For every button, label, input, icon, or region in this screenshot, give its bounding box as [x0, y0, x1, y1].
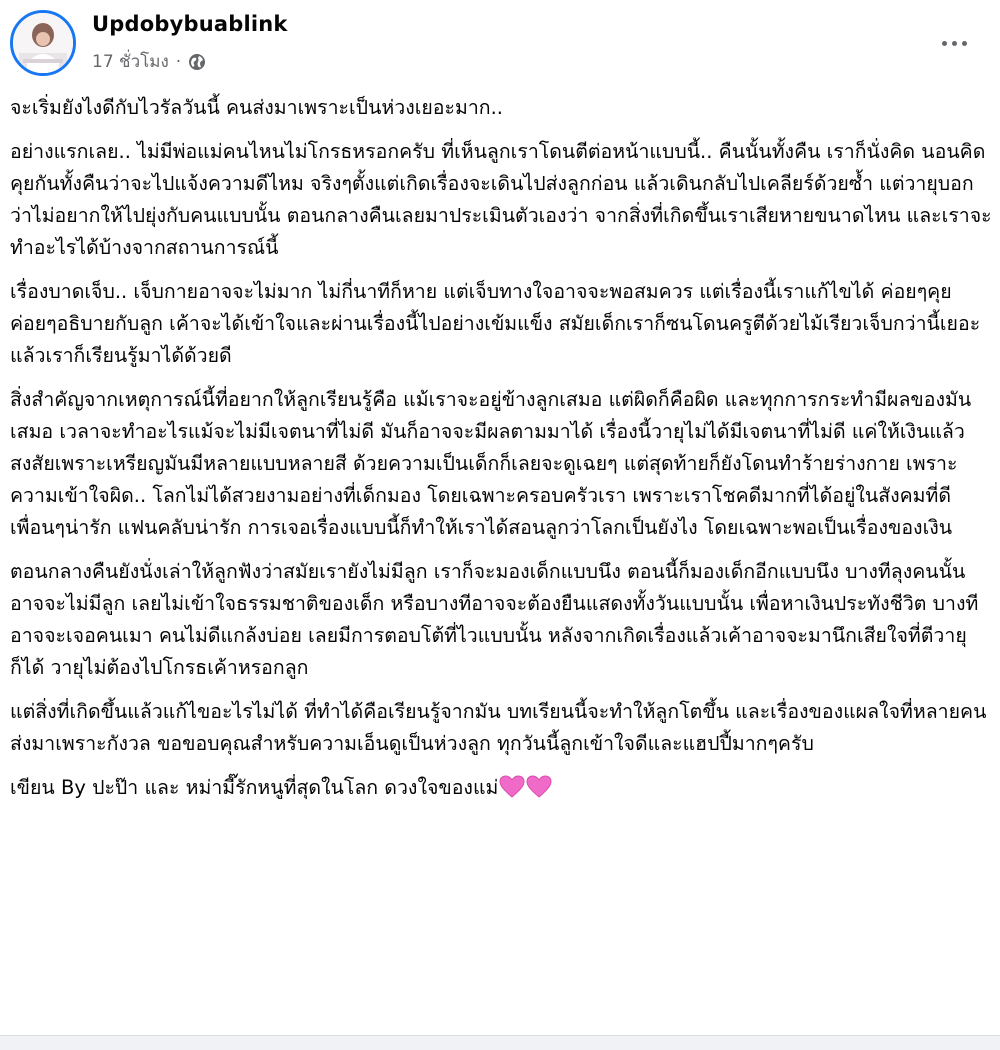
post-text: [10, 92, 992, 816]
globe-icon[interactable]: [188, 53, 206, 71]
post-signature: เขียน By ปะป๊า และ หม่ามี๊รักหนูที่สุดในโลก ดวงใจของแม่: [10, 776, 499, 799]
post-bottom-edge: [0, 1035, 1000, 1050]
post-paragraph: เรื่องบาดเจ็บ.. เจ็บกายอาจจะไม่มาก ไม่กี่นาทีก็หาย แต่เจ็บทางใจอาจจะพอสมควร แต่เรื่องนี้เราแก้ไขได้ ค่อยๆคุย ค่อยๆอธิบายกับลูก เค้าจะได้เข้าใจและผ่านเรื่องนี้ไปอย่างเข้มแข็ง สมัยเด็กเราก็ซนโดนครูตีด้วยไม้เรียวเจ็บกว่านี้เยอะ แล้วเราก็เรียนรู้มาได้ด้วยดี: [10, 280, 981, 367]
post-paragraph: สิ่งสำคัญจากเหตุการณ์นี้ที่อยากให้ลูกเรียนรู้คือ แม้เราจะอยู่ข้างลูกเสมอ แต่ผิดก็คือผิด และทุกการกระทำมีผลของมันเสมอ เวลาจะทำอะไรแม้จะไม่มีเจตนาที่ไม่ดี มันก็อาจจะมีผลตามมาได้ เรื่องนี้วายุไม่ได้มีเจตนาที่ไม่ดี แค่ให้เงินแล้วสงสัยเพราะเหรียญมันมีหลายแบบหลายสี ด้วยความเป็นเด็กก็เลยจะดูเฉยๆ แต่สุดท้ายก็ยังโดนทำร้ายร่างกาย เพราะความเข้าใจผิด.. โลกไม่ได้สวยงามอย่างที่เด็กมอง โดยเฉพาะครอบครัวเรา เพราะเราโชคดีมากที่ได้อยู่ในสังคมที่ดี เพื่อนๆน่ารัก แฟนคลับน่ารัก การเจอเรื่องแบบนี้ก็ทำให้เราได้สอนลูกว่าโลกเป็นยังไง โดยเฉพาะพอเป็นเรื่องของเงิน: [10, 388, 972, 539]
heart-emoji-group: [498, 776, 552, 799]
more-horizontal-icon: [952, 41, 957, 46]
meta-separator: ·: [175, 51, 182, 72]
post-paragraph: อย่างแรกเลย.. ไม่มีพ่อแม่คนไหนไม่โกรธหรอกครับ ที่เห็นลูกเราโดนตีต่อหน้าแบบนี้.. คืนนั้นทั้งคืน เราก็นั่งคิด นอนคิด คุยกันทั้งคืนว่าจะไปแจ้งความดีไหม จริงๆตั้งแต่เกิดเรื่องจะเดินไปส่งลูกก่อน แล้วเดินกลับไปเคลียร์ด้วยซ้ำ แต่วายุบอกว่าไม่อยากให้ไปยุ่งกับคนแบบนั้น ตอนกลางคืนเลยมาประเมินตัวเองว่า จากสิ่งที่เกิดขึ้นเราเสียหายขนาดไหน และเราจะทำอะไรได้บ้างจากสถานการณ์นี้: [10, 140, 992, 259]
post-header: [0, 0, 1000, 90]
more-horizontal-icon: [962, 41, 967, 46]
more-options-button[interactable]: [934, 26, 974, 60]
pink-heart-icon: [499, 775, 525, 798]
post-paragraph: จะเริ่มยังไงดีกับไวรัลวันนี้ คนส่งมาเพราะเป็นห่วงเยอะมาก..: [10, 96, 504, 119]
post-paragraph: ตอนกลางคืนยังนั่งเล่าให้ลูกฟังว่าสมัยเรายังไม่มีลูก เราก็จะมองเด็กแบบนึง ตอนนี้ก็มองเด็กอีกแบบนึง บางทีลุงคนนั้นอาจจะไม่มีลูก เลยไม่เข้าใจธรรมชาติของเด็ก หรือบางทีอาจจะต้องยืนแสดงทั้งวันแบบนั้น เพื่อหาเงินประทังชีวิต บางทีอาจจะเจอคนเมา คนไม่ดีแกล้งบ่อย เลยมีการตอบโต้ที่ไวแบบนั้น หลังจากเกิดเรื่องแล้วเค้าอาจจะมานึกเสียใจที่ตีวายุก็ได้ วายุไม่ต้องไปโกรธเค้าหรอกลูก: [10, 560, 979, 679]
author-name[interactable]: Updobybuablink: [92, 12, 288, 36]
avatar-image: [13, 13, 73, 73]
more-horizontal-icon: [942, 41, 947, 46]
author-avatar[interactable]: [10, 10, 76, 76]
post-paragraph: แต่สิ่งที่เกิดขึ้นแล้วแก้ไขอะไรไม่ได้ ที่ทำได้คือเรียนรู้จากมัน บทเรียนนี้จะทำให้ลูกโตขึ้น และเรื่องของแผลใจที่หลายคนส่งมาเพราะกังวล ขอขอบคุณสำหรับความเอ็นดูเป็นห่วงลูก ทุกวันนี้ลูกเข้าใจดีและแฮปปี้มากๆครับ: [10, 700, 987, 755]
pink-heart-icon: [526, 775, 552, 798]
post-meta: [92, 48, 206, 75]
post-signature-line: [10, 772, 992, 804]
post-timestamp[interactable]: 17 ชั่วโมง: [92, 52, 169, 72]
